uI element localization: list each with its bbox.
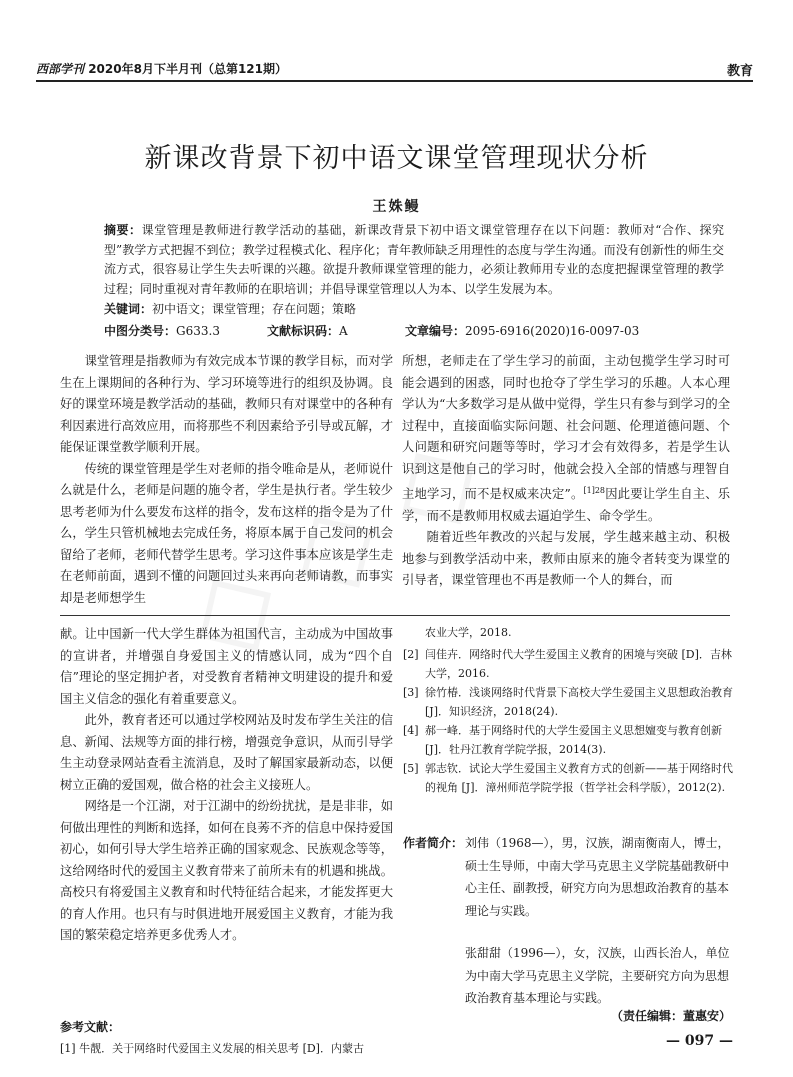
doc-label: 文献标识码： [267,324,340,338]
journal-name: 西部学刊 [36,62,85,76]
article-body-right [402,351,730,592]
body-paragraph: 传统的课堂管理是学生对老师的指令唯命是从，老师说什么就是什么，老师是问题的施令者，学生是执行者。学生较少思考老师为什么要发布这样的指令，发布这样的指令是为了什么，学生只管机械地去完成任务，将原本属于自己发问的机会留给了老师，老师代替学生思考。学习这件事本应该是学生走在老师前面，遇到不懂的问题回过头来再向老师请教，而事实却是老师想学生 [60,461,393,605]
issue-info: 2020年8月下半月刊（总第121期） [88,62,288,76]
body-paragraph: 随着近些年教改的兴起与发展，学生越来越主动、积极地参与到教学活动中来，教师由原来的施令者转变为课堂的引导者，课堂管理也不再是教师一个人的舞台，而 [402,530,730,588]
keywords-label: 关键词： [104,302,153,316]
body-paragraph: 此外，教育者还可以通过学校网站及时发布学生关注的信息、新闻、法规等方面的排行榜，增强竞争意识，从而引导学生主动登录网站查看主流消息，及时了解国家最新动态，以便树立正确的爱国观，做合格的社会主义接班人。 [60,713,393,792]
reference-number: [3] [403,686,419,699]
body-text: 所想，老师走在了学生学习的前面，主动包揽学生学习时可能会遇到的困惑，同时也抢夺了学生学习的乐趣。人本心理学认为“大多数学习是从做中觉得，学生只有参与到学习的全过程中，直接面临实际问题、社会问题、伦理道德问题、个人问题和研究问题等等时，学习才会有效得多，若是学生认识到这是他自己的学习时，他就会投入全部的情感与理智自主地学习，而不是权威来决定”。 [402,354,730,502]
reference-number: [4] [403,724,419,737]
keywords [104,300,356,317]
section-divider [60,615,730,616]
reference-continuation: 农业大学，2018. [425,626,512,639]
article-author: 王姝鳗 [372,199,421,215]
author-bio [403,832,733,922]
reference-list [403,645,733,797]
reference-text: 徐竹椿．浅谈网络时代背景下高校大学生爱国主义思想政治教育 [J]．知识经济，2018(24). [425,686,733,718]
article-number-value: 2095-6916(2020)16-0097-03 [465,324,640,338]
abstract [104,221,724,299]
page-number: — 097 — [666,1033,733,1049]
abstract-text: 课堂管理是教师进行教学活动的基础，新课改背景下初中语文课堂管理存在以下问题：教师对“合作、探究型”教学方式把握不到位；教学过程模式化、程序化；青年教师缺乏用理性的态度与学生沟通。而没有创新性的师生交流方式，很容易让学生失去听课的兴趣。欲提升教师课堂管理的能力，必须让教师用专业的态度把握课堂管理的教学过程；同时重视对青年教师的在职培训；并倡导课堂管理以人为本、以学生发展为本。 [104,223,724,296]
article-title: 新课改背景下初中语文课堂管理现状分析 [144,143,649,174]
article-number-label: 文章编号： [405,324,466,338]
bio-label: 作者简介： [403,836,464,850]
article-number [405,322,639,339]
class-number [104,322,220,339]
abstract-label: 摘要： [104,223,142,237]
document-code [267,322,348,339]
section-name: 教育 [726,64,753,79]
body-paragraph: 课堂管理是指教师为有效完成本节课的教学目标，而对学生在上课期间的各种行为、学习环境等进行的组织及协调。良好的课堂环境是教学活动的基础，教师只有对课堂中的各种有利因素进行高效应用，而将那些不利因素给予引导或瓦解，才能保证课堂教学顺利开展。 [60,354,393,454]
reference-item [403,645,733,683]
reference-number: [5] [403,762,419,775]
body-paragraph: 献。让中国新一代大学生群体为祖国代言，主动成为中国故事的宣讲者，并增强自身爱国主义的情感认同，成为“四个自信”理论的坚定拥护者，对受教育者精神文明建设的提升和爱国主义信念的强化有着重要意义。 [60,627,393,706]
class-value: G633.3 [176,324,220,338]
reference-text: 郭志钦．试论大学生爱国主义教育方式的创新——基于网络时代的视角 [J]．漳州师范学院学报（哲学社会科学版），2012(2). [425,762,733,794]
citation-mark: [1]28 [583,486,605,495]
article-body-left [60,351,393,609]
doc-value: A [339,324,348,338]
reference-item [403,759,733,797]
header-rule [36,80,753,82]
class-label: 中图分类号： [104,324,177,338]
keywords-value: 初中语文；课堂管理；存在问题；策略 [152,302,357,316]
reference-item [403,683,733,721]
previous-article-body [60,624,393,947]
body-paragraph [402,351,730,527]
bio-text: 刘伟（1968—），男，汉族，湖南衡南人，博士，硕士生导师，中南大学马克思主义学院基础教研中心主任、副教授，研究方向为思想政治教育的基本理论与实践。 [465,836,730,918]
reference-item [403,721,733,759]
author-bio-second: 张甜甜（1996—），女，汉族，山西长治人，单位为中南大学马克思主义学院，主要研究方向为思想政治教育基本理论与实践。 [465,946,730,1005]
reference-number: [2] [403,648,419,661]
responsible-editor: （责任编辑：董惠安） [610,1009,731,1023]
reference-item: [1] 牛靓．关于网络时代爱国主义发展的相关思考 [D]．内蒙古 [60,1042,364,1055]
reference-text: 闫佳卉．网络时代大学生爱国主义教育的困境与突破 [D]．吉林大学，2016. [425,648,732,680]
body-text: 因此要让学生自主、乐学，而不是教师用权威去逼迫学生、命令学生。 [402,487,730,523]
running-header [36,60,287,77]
body-paragraph: 网络是一个江湖，对于江湖中的纷纷扰扰，是是非非，如何做出理性的判断和选择，如何在良莠不齐的信息中保持爱国初心，如何引导大学生培养正确的国家观念、民族观念等等，这给网络时代的爱国主义教育带来了前所未有的机遇和挑战。高校只有将爱国主义教育和时代特征结合起来，才能发挥更大的育人作用。也只有与时俱进地开展爱国主义教育，才能为我国的繁荣稳定培养更多优秀人才。 [60,799,393,942]
reference-text: 郝一峰．基于网络时代的大学生爱国主义思想嬗变与教育创新 [J]．牡丹江教育学院学报，2014(3). [425,724,722,756]
references-heading: 参考文献： [60,1020,121,1034]
